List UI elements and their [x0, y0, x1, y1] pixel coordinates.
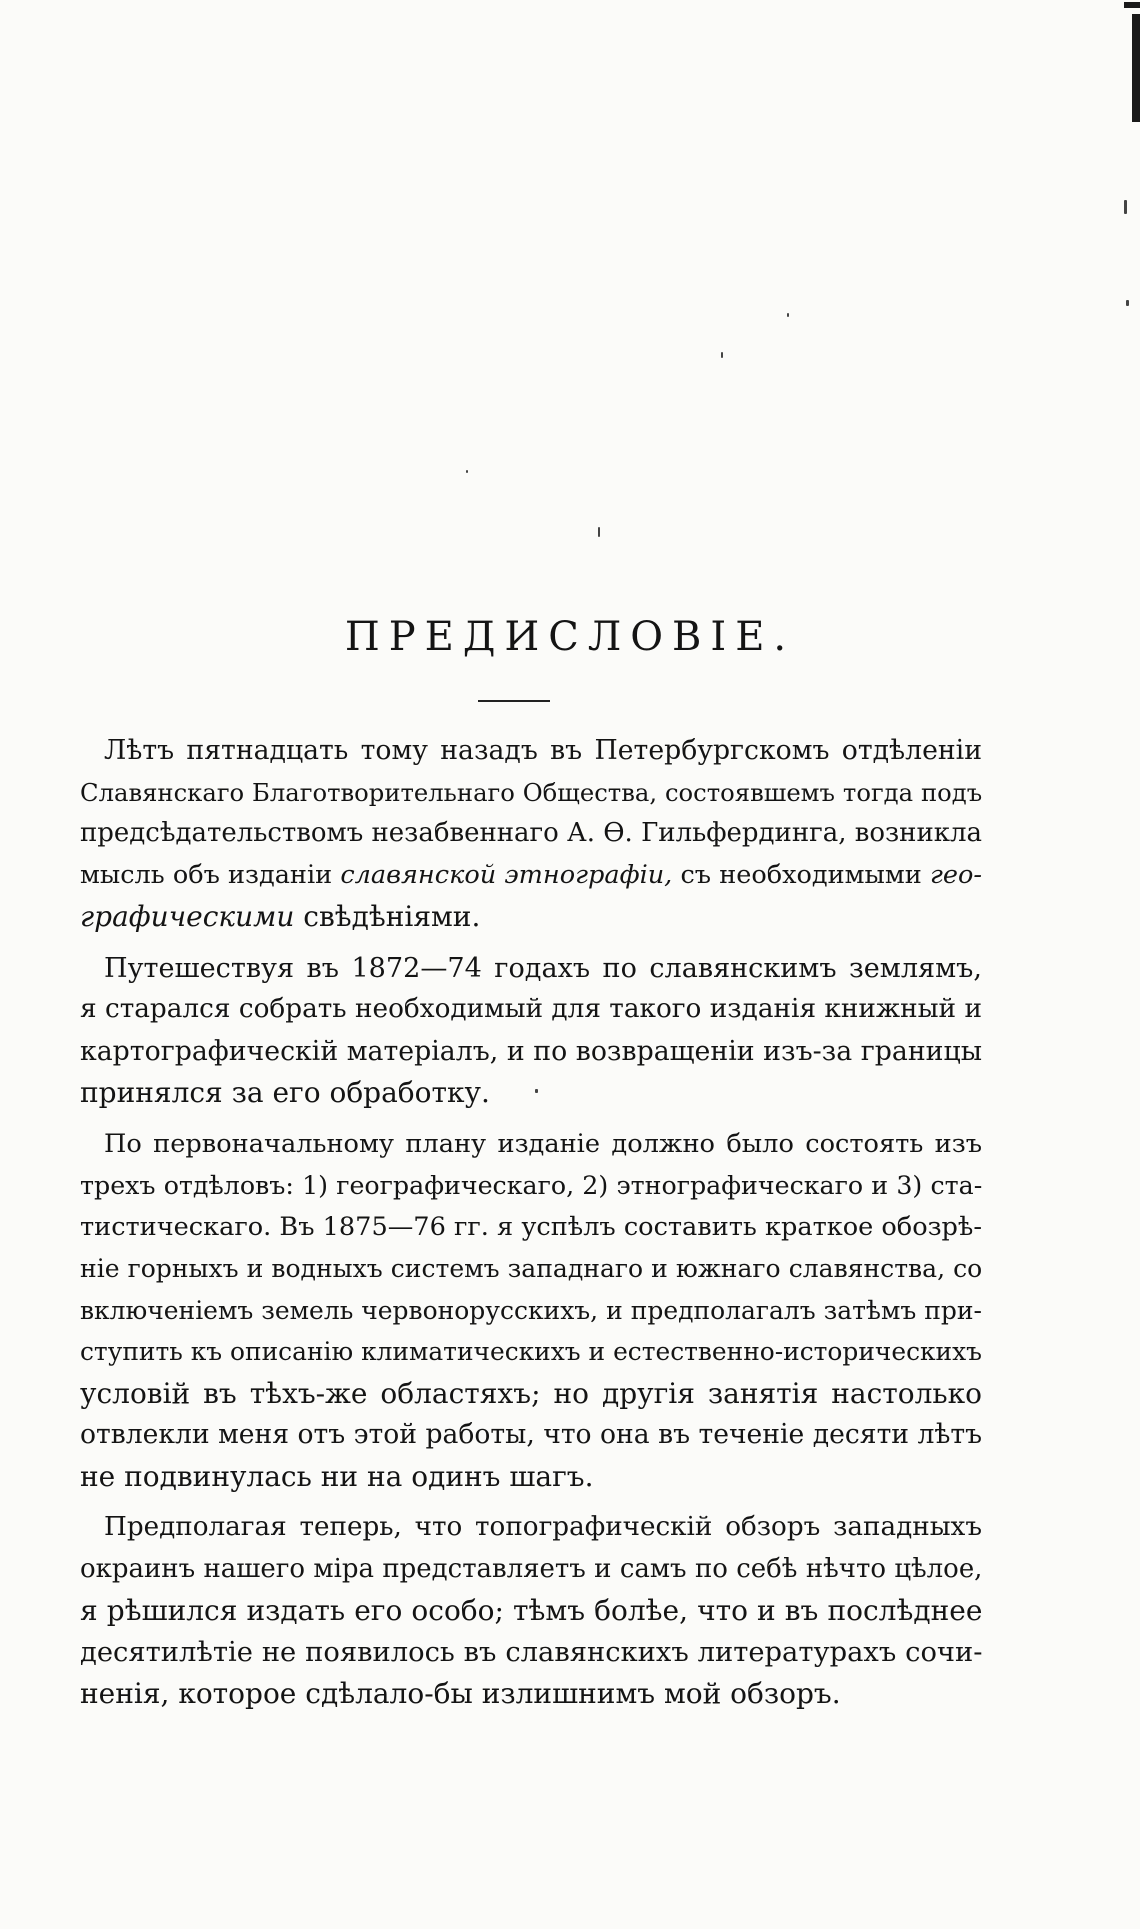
- text-line: [80, 1456, 982, 1498]
- text-line: [80, 1373, 982, 1415]
- preface-body: [80, 730, 982, 1715]
- text-segment: предсѣдательствомъ незабвеннаго А. Ѳ. Гильфердинга, возникла: [80, 818, 982, 848]
- text-line: [80, 989, 982, 1031]
- text-segment: мысль объ изданіи: [80, 859, 341, 890]
- text-segment: окраинъ нашего міра представляетъ и самъ по себѣ нѣчто цѣлое,: [80, 1553, 983, 1584]
- text-line: [80, 1632, 982, 1674]
- paragraph: [80, 1124, 982, 1498]
- italic-text: графическими: [80, 900, 295, 933]
- text-line: [80, 1031, 982, 1073]
- text-segment: По первоначальному плану изданіе должно было состоять изъ: [104, 1128, 982, 1159]
- text-line: [80, 1248, 982, 1290]
- text-line: [80, 1072, 982, 1114]
- text-segment: ступить къ описанію климатическихъ и естественно-историческихъ: [80, 1337, 982, 1366]
- text-line: [80, 772, 982, 814]
- paragraph: [80, 948, 982, 1114]
- text-segment: картографическій матеріалъ, и по возвращеніи изъ-за границы: [80, 1035, 982, 1067]
- text-line: [80, 948, 982, 990]
- text-line: [80, 813, 982, 855]
- text-segment: условій въ тѣхъ-же областяхъ; но другія занятія настолько: [80, 1376, 982, 1410]
- text-segment: не подвинулась ни на одинъ шагъ.: [80, 1459, 594, 1493]
- text-line: [80, 1290, 982, 1332]
- text-line: [80, 1331, 982, 1373]
- text-segment: я рѣшился издать его особо; тѣмъ болѣе, что и въ послѣднее: [80, 1594, 983, 1627]
- text-segment: принялся за его обработку.: [80, 1076, 490, 1109]
- text-segment: Славянскаго Благотворительнаго Общества, состоявшемъ тогда подъ: [80, 777, 983, 807]
- scan-edge-shadow: [1132, 14, 1140, 122]
- title-divider: [478, 700, 550, 702]
- text-segment: Путешествуя въ 1872—74 годахъ по славянскимъ землямъ,: [104, 952, 982, 984]
- page-title: ПРЕДИСЛОВІЕ.: [344, 614, 796, 660]
- text-segment: отвлекли меня отъ этой работы, что она въ теченіе десяти лѣтъ: [80, 1419, 983, 1450]
- text-line: [80, 1507, 982, 1549]
- text-line: [80, 1124, 982, 1166]
- text-segment: Лѣтъ пятнадцать тому назадъ въ Петербургскомъ отдѣленіи: [104, 735, 982, 766]
- text-line: [80, 855, 982, 897]
- text-segment: ніе горныхъ и водныхъ системъ западнаго и южнаго славянства, со: [80, 1254, 983, 1283]
- scan-edge-shadow: [1124, 2, 1140, 8]
- text-segment: трехъ отдѣловъ: 1) географическаго, 2) этнографическаго и 3) ста-: [80, 1171, 983, 1200]
- italic-text: гео-: [929, 859, 982, 890]
- paragraph: [80, 1507, 982, 1715]
- italic-text: славянской этнографіи,: [340, 859, 673, 890]
- text-line: [80, 1673, 982, 1715]
- text-line: [80, 1207, 982, 1249]
- text-segment: свѣдѣніями.: [294, 900, 481, 933]
- text-line: [80, 1165, 982, 1207]
- text-segment: включеніемъ земель червонорусскихъ, и предполагалъ затѣмъ при-: [80, 1295, 982, 1325]
- text-line: [80, 730, 982, 772]
- text-line: [80, 1549, 982, 1591]
- text-segment: ненія, которое сдѣлало-бы излишнимъ мой обзоръ.: [80, 1677, 841, 1710]
- text-segment: я старался собрать необходимый для такого изданія книжный и: [80, 994, 982, 1024]
- text-line: [80, 1590, 982, 1632]
- text-line: [80, 1414, 982, 1456]
- text-segment: съ необходимыми: [672, 859, 930, 890]
- paragraph: [80, 730, 982, 938]
- text-segment: десятилѣтіе не появилось въ славянскихъ литературахъ сочи-: [80, 1636, 983, 1668]
- text-line: [80, 896, 982, 938]
- text-segment: тистическаго. Въ 1875—76 гг. я успѣлъ составить краткое обозрѣ-: [80, 1211, 982, 1242]
- text-segment: Предполагая теперь, что топографическій обзоръ западныхъ: [104, 1512, 982, 1542]
